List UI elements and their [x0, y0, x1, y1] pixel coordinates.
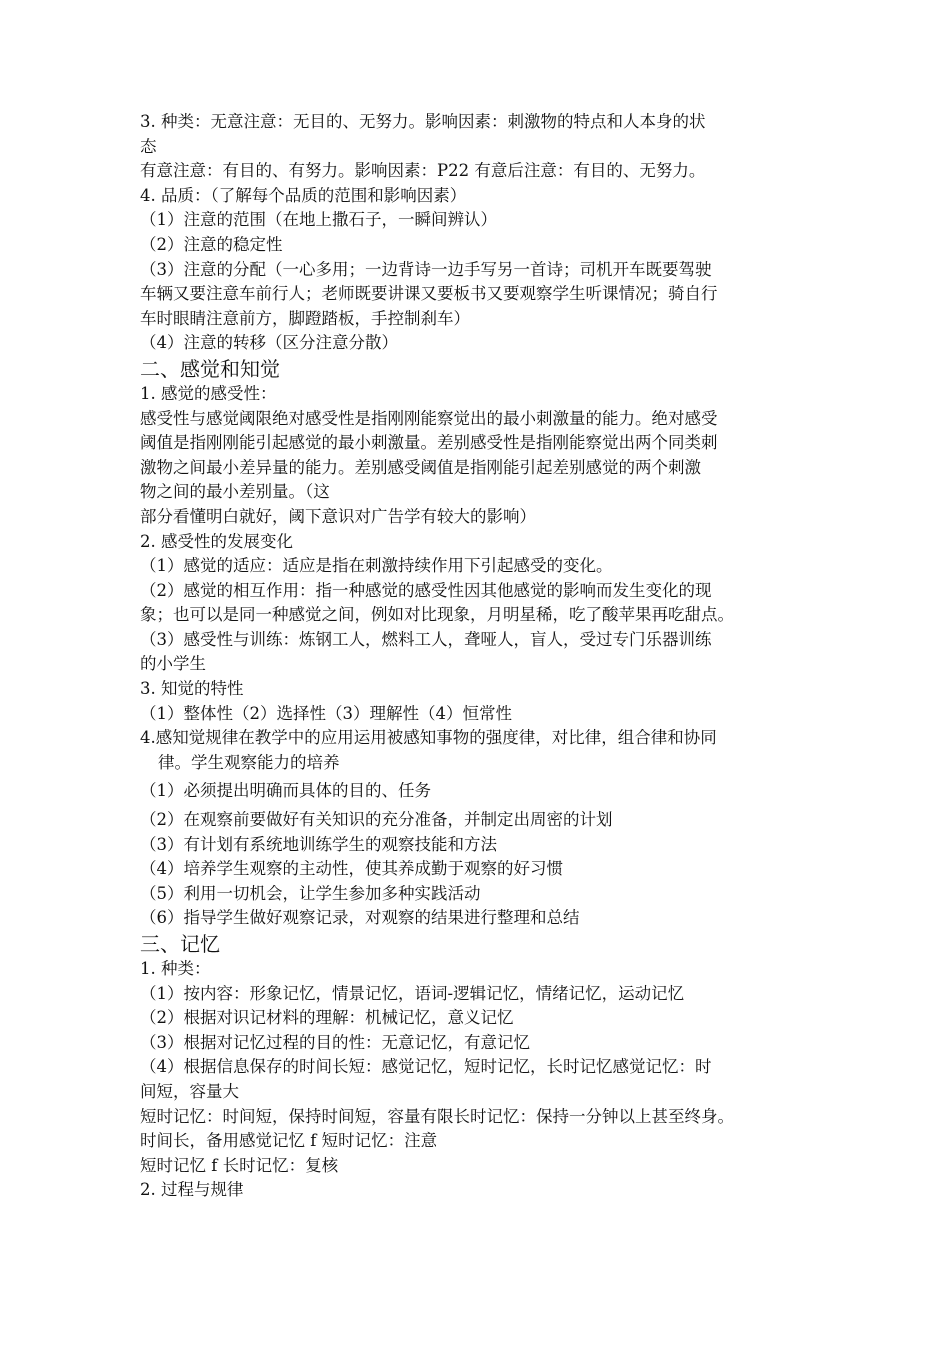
- text-line: 1. 种类：: [140, 959, 211, 978]
- list-item: （2）根据对识记材料的理解：机械记忆，意义记忆: [140, 1008, 514, 1028]
- list-item: （4）注意的转移（区分注意分散）: [140, 333, 398, 353]
- list-item: （3）注意的分配（一心多用；一边背诗一边手写另一首诗；司机开车既要驾驶: [140, 259, 712, 279]
- text-line: 短时记忆：时间短，保持时间短，容量有限长时记忆：保持一分钟以上甚至终身。: [140, 1106, 734, 1126]
- text-line: 物之间的最小差别量。（这: [140, 482, 330, 502]
- text-line: 车辆又要注意车前行人；老师既要讲课又要板书又要观察学生听课情况；骑自行: [140, 284, 718, 304]
- text-line: 有意注意：有目的、有努力。影响因素：P22 有意后注意：有目的、无努力。: [140, 161, 706, 181]
- list-item: （1）感觉的适应：适应是指在刺激持续作用下引起感受的变化。: [140, 556, 613, 576]
- list-item: （1）必须提出明确而具体的目的、任务: [140, 781, 431, 801]
- text-line: 态: [140, 136, 157, 156]
- text-line: 律。学生观察能力的培养: [158, 752, 340, 772]
- section-heading: 二、感觉和知觉: [140, 356, 280, 381]
- text-line: 感受性与感觉阈限绝对感受性是指刚刚能察觉出的最小刺激量的能力。绝对感受: [140, 408, 718, 428]
- text-line: 3. 种类：无意注意：无目的、无努力。影响因素：刺激物的特点和人本身的状: [140, 112, 706, 131]
- list-item: （1）注意的范围（在地上撒石子，一瞬间辨认）: [140, 210, 497, 230]
- text-line: 1. 感觉的感受性：: [140, 383, 277, 403]
- list-item: （4）培养学生观察的主动性，使其养成勤于观察的好习惯: [140, 859, 563, 879]
- list-item: （3）根据对记忆过程的目的性：无意记忆，有意记忆: [140, 1032, 530, 1052]
- list-item: （5）利用一切机会，让学生参加多种实践活动: [140, 883, 481, 903]
- list-item: （1）整体性（2）选择性（3）理解性（4）恒常性: [140, 703, 512, 723]
- text-line: 短时记忆 f 长时记忆：复核: [140, 1155, 339, 1175]
- text-line: 3. 知觉的特性: [140, 679, 244, 699]
- text-line: 2. 过程与规律: [140, 1180, 244, 1200]
- text-line: 车时眼睛注意前方，脚蹬踏板，手控制刹车）: [140, 308, 470, 328]
- text-line: 时间长，备用感觉记忆 f 短时记忆：注意: [140, 1131, 438, 1151]
- text-line: 部分看懂明白就好，阈下意识对广告学有较大的影响）: [140, 506, 536, 526]
- document-page: [140, 110, 830, 1203]
- text-line: 象；也可以是同一种感觉之间，例如对比现象，月明星稀，吃了酸苹果再吃甜点。: [140, 605, 734, 625]
- text-line: 激物之间最小差异量的能力。差别感受阈值是指刚能引起差别感觉的两个刺激: [140, 457, 701, 477]
- list-item: （6）指导学生做好观察记录，对观察的结果进行整理和总结: [140, 908, 580, 928]
- section-heading: 三、记忆: [140, 932, 220, 956]
- text-line: 间短，容量大: [140, 1081, 239, 1101]
- list-item: （4）根据信息保存的时间长短：感觉记忆，短时记忆，长时记忆感觉记忆：时: [140, 1057, 712, 1077]
- list-item: （1）按内容：形象记忆，情景记忆，语词-逻辑记忆，情绪记忆，运动记忆: [140, 983, 685, 1003]
- text-line: 2. 感受性的发展变化: [140, 531, 293, 551]
- text-line: 4. 品质：（了解每个品质的范围和影响因素）: [140, 185, 467, 205]
- list-item: （3）感受性与训练：炼钢工人，燃料工人，聋哑人，盲人，受过专门乐器训练: [140, 629, 712, 649]
- list-item: （3）有计划有系统地训练学生的观察技能和方法: [140, 834, 497, 854]
- list-item: （2）注意的稳定性: [140, 234, 283, 254]
- text-line: 的小学生: [140, 654, 206, 674]
- list-item: （2）在观察前要做好有关知识的充分准备，并制定出周密的计划: [140, 810, 613, 830]
- text-line: 阈值是指刚刚能引起感觉的最小刺激量。差别感受性是指刚能察觉出两个同类刺: [140, 433, 718, 453]
- list-item: （2）感觉的相互作用：指一种感觉的感受性因其他感觉的影响而发生变化的现: [140, 580, 712, 600]
- text-line: 4.感知觉规律在教学中的应用运用被感知事物的强度律，对比律，组合律和协同: [140, 728, 717, 748]
